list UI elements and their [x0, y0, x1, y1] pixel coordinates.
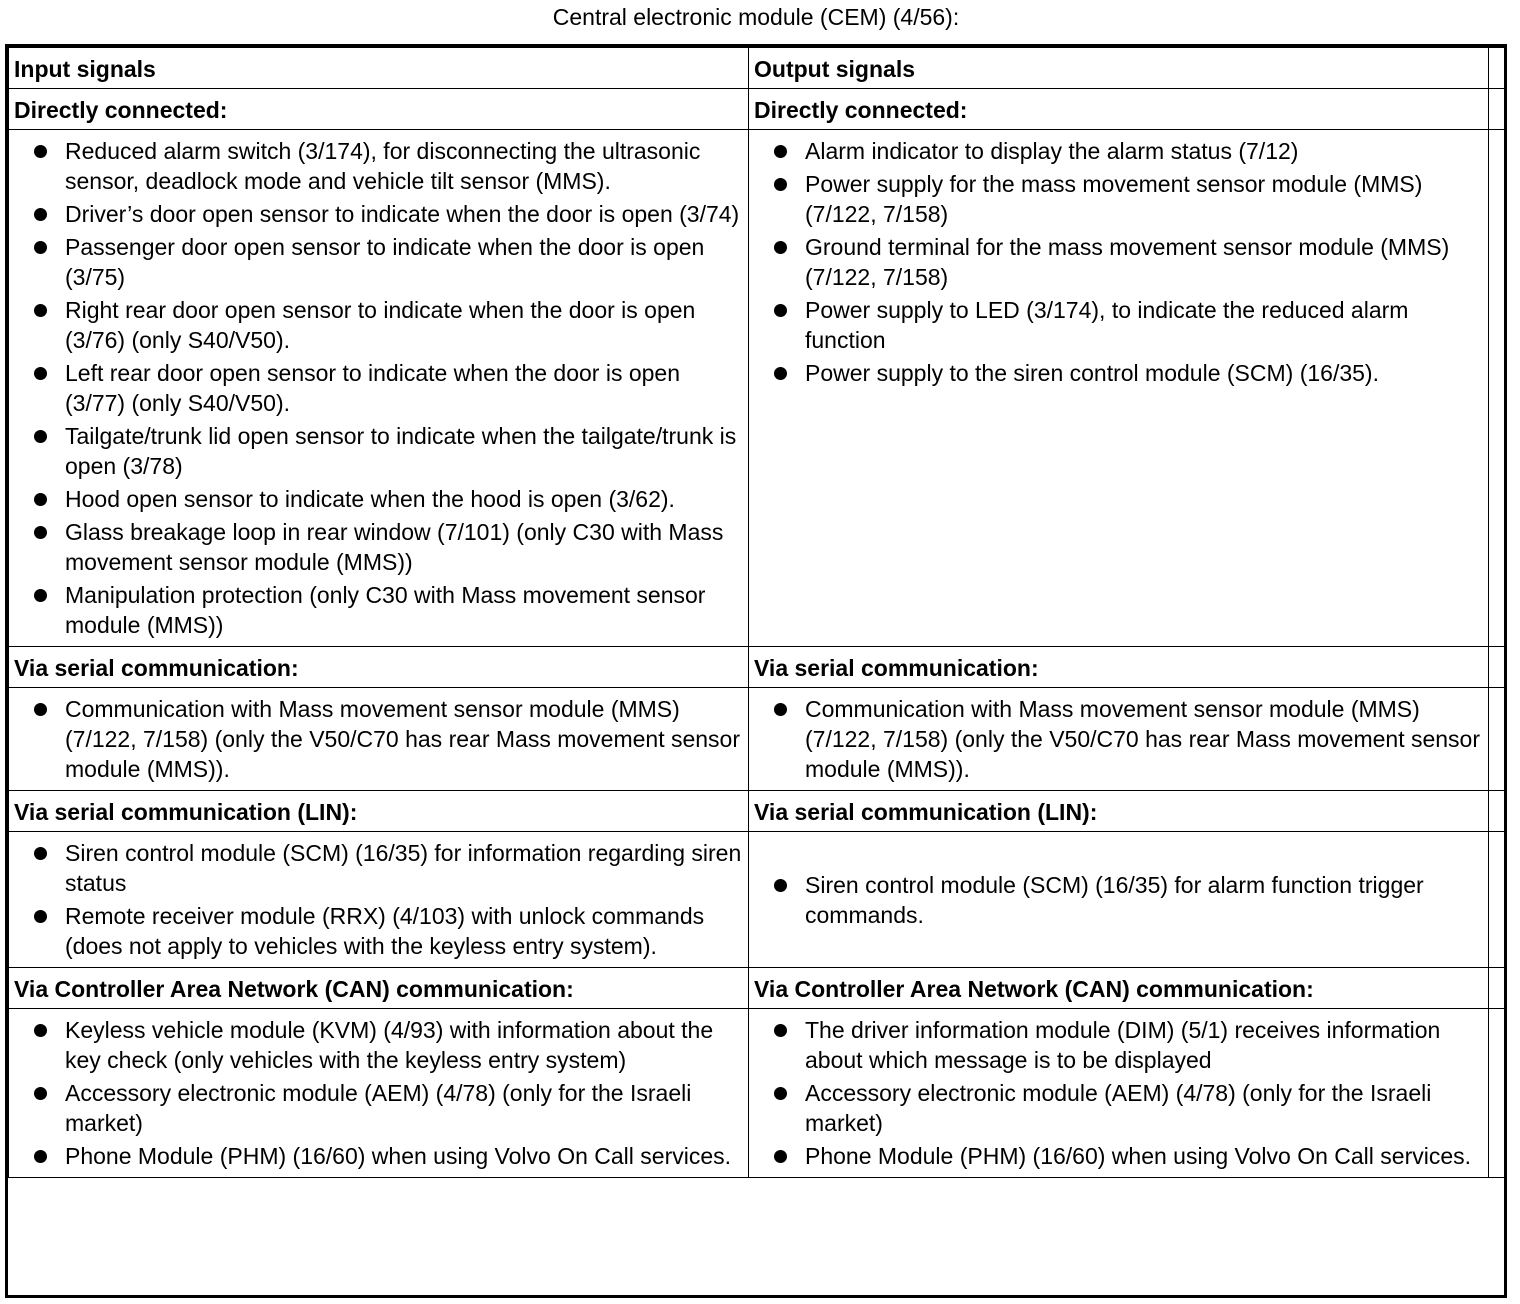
list-item-text: Tailgate/trunk lid open sensor to indicate when the tailgate/trunk is open (3/78): [65, 423, 737, 479]
output-section-title: Via serial communication:: [749, 647, 1489, 688]
bullet-icon: [774, 879, 787, 892]
input-signal-list: [14, 694, 742, 784]
right-margin-cell: [1489, 130, 1505, 647]
list-item-text: Glass breakage loop in rear window (7/101) (only C30 with Mass movement sensor module (MMS)): [65, 519, 724, 575]
input-section-title: Via Controller Area Network (CAN) communication:: [9, 968, 749, 1009]
list-item: [14, 358, 742, 418]
bullet-icon: [34, 526, 47, 539]
bullet-icon: [34, 910, 47, 923]
list-item-text: Left rear door open sensor to indicate when the door is open (3/77) (only S40/V50).: [65, 360, 681, 416]
signal-table: [8, 47, 1505, 1178]
input-list-cell: [9, 130, 749, 647]
input-signal-list: [14, 136, 742, 640]
list-item: [14, 580, 742, 640]
right-margin-cell: [1489, 48, 1505, 89]
output-section-title: Via serial communication (LIN):: [749, 791, 1489, 832]
list-item: [754, 1078, 1482, 1138]
list-item: [14, 1141, 742, 1171]
list-item-text: Driver’s door open sensor to indicate when the door is open (3/74): [65, 201, 740, 227]
section-title-row: [9, 647, 1505, 688]
list-item: [754, 136, 1482, 166]
bullet-icon: [34, 241, 47, 254]
section-body-row: [9, 688, 1505, 791]
list-item-text: Remote receiver module (RRX) (4/103) with unlock commands (does not apply to vehicles with the keyless entry system).: [65, 903, 705, 959]
bullet-icon: [774, 703, 787, 716]
list-item: [14, 517, 742, 577]
list-item: [14, 901, 742, 961]
bullet-icon: [34, 367, 47, 380]
output-list-cell: [749, 832, 1489, 968]
list-item: [14, 1078, 742, 1138]
output-section-title: Directly connected:: [749, 89, 1489, 130]
output-signal-list: [754, 1015, 1482, 1171]
output-section-title: Via Controller Area Network (CAN) communication:: [749, 968, 1489, 1009]
bullet-icon: [774, 178, 787, 191]
right-margin-cell: [1489, 791, 1505, 832]
list-item: [14, 295, 742, 355]
bullet-icon: [774, 1024, 787, 1037]
list-item-text: Power supply to LED (3/174), to indicate the reduced alarm function: [805, 297, 1409, 353]
input-section-title: Via serial communication:: [9, 647, 749, 688]
bullet-icon: [774, 145, 787, 158]
list-item: [754, 295, 1482, 355]
page-caption: Central electronic module (CEM) (4/56):: [552, 4, 960, 30]
list-item: [14, 199, 742, 229]
list-item-text: Siren control module (SCM) (16/35) for information regarding siren status: [65, 840, 742, 896]
list-item-text: Communication with Mass movement sensor module (MMS) (7/122, 7/158) (only the V50/C70 has rear Mass movement sensor module (MMS)).: [805, 696, 1481, 782]
list-item: [754, 169, 1482, 229]
list-item-text: Accessory electronic module (AEM) (4/78) (only for the Israeli market): [805, 1080, 1432, 1136]
bullet-icon: [34, 847, 47, 860]
output-list-cell: [749, 688, 1489, 791]
input-list-cell: [9, 688, 749, 791]
input-section-title: Directly connected:: [9, 89, 749, 130]
list-item: [14, 421, 742, 481]
right-margin-cell: [1489, 688, 1505, 791]
input-signal-list: [14, 838, 742, 961]
input-section-title: Via serial communication (LIN):: [9, 791, 749, 832]
list-item-text: Ground terminal for the mass movement sensor module (MMS) (7/122, 7/158): [805, 234, 1450, 290]
list-item: [14, 232, 742, 292]
input-list-cell: [9, 1009, 749, 1178]
list-item-text: Power supply for the mass movement sensor module (MMS) (7/122, 7/158): [805, 171, 1423, 227]
list-item: [754, 358, 1482, 388]
input-signal-list: [14, 1015, 742, 1171]
bullet-icon: [34, 1150, 47, 1163]
list-item: [754, 1015, 1482, 1075]
list-item-text: Hood open sensor to indicate when the hood is open (3/62).: [65, 486, 675, 512]
list-item: [754, 1141, 1482, 1171]
right-margin-cell: [1489, 968, 1505, 1009]
section-body-row: [9, 130, 1505, 647]
output-list-cell: [749, 130, 1489, 647]
table-header-row: [9, 48, 1505, 89]
list-item: [14, 1015, 742, 1075]
output-signal-list: [754, 870, 1482, 930]
list-item: [14, 694, 742, 784]
output-signal-list: [754, 136, 1482, 388]
bullet-icon: [774, 1087, 787, 1100]
section-body-row: [9, 1009, 1505, 1178]
list-item-text: Phone Module (PHM) (16/60) when using Volvo On Call services.: [805, 1143, 1472, 1169]
list-item: [754, 694, 1482, 784]
bullet-icon: [774, 1150, 787, 1163]
list-item-text: Alarm indicator to display the alarm status (7/12): [805, 138, 1299, 164]
output-signal-list: [754, 694, 1482, 784]
list-item: [14, 484, 742, 514]
list-item-text: Right rear door open sensor to indicate when the door is open (3/76) (only S40/V50).: [65, 297, 696, 353]
right-margin-cell: [1489, 647, 1505, 688]
list-item-text: Keyless vehicle module (KVM) (4/93) with information about the key check (only vehicles with the keyless entry system): [65, 1017, 714, 1073]
bullet-icon: [774, 241, 787, 254]
list-item-text: Manipulation protection (only C30 with Mass movement sensor module (MMS)): [65, 582, 706, 638]
right-margin-cell: [1489, 832, 1505, 968]
output-list-cell: [749, 1009, 1489, 1178]
section-title-row: [9, 89, 1505, 130]
bullet-icon: [34, 493, 47, 506]
list-item: [14, 838, 742, 898]
right-margin-cell: [1489, 1009, 1505, 1178]
bullet-icon: [34, 430, 47, 443]
list-item: [14, 136, 742, 196]
right-margin-cell: [1489, 89, 1505, 130]
bullet-icon: [34, 589, 47, 602]
list-item-text: Siren control module (SCM) (16/35) for alarm function trigger commands.: [805, 871, 1424, 928]
list-item: [754, 232, 1482, 292]
list-item-text: Accessory electronic module (AEM) (4/78) (only for the Israeli market): [65, 1080, 692, 1136]
bullet-icon: [774, 367, 787, 380]
bullet-icon: [774, 304, 787, 317]
bullet-icon: [34, 145, 47, 158]
bullet-icon: [34, 208, 47, 221]
bullet-icon: [34, 304, 47, 317]
signal-table-frame: [5, 44, 1507, 1298]
list-item-text: The driver information module (DIM) (5/1) receives information about which message is to be displayed: [805, 1017, 1441, 1073]
section-title-row: [9, 791, 1505, 832]
list-item-text: Passenger door open sensor to indicate when the door is open (3/75): [65, 234, 705, 290]
section-title-row: [9, 968, 1505, 1009]
input-list-cell: [9, 832, 749, 968]
bullet-icon: [34, 703, 47, 716]
list-item-text: Communication with Mass movement sensor module (MMS) (7/122, 7/158) (only the V50/C70 has rear Mass movement sensor module (MMS)).: [65, 696, 741, 782]
list-item-text: Power supply to the siren control module (SCM) (16/35).: [805, 360, 1379, 386]
list-item-text: Reduced alarm switch (3/174), for disconnecting the ultrasonic sensor, deadlock mode and vehicle tilt sensor (MMS).: [65, 138, 701, 194]
section-body-row: [9, 832, 1505, 968]
list-item: [754, 870, 1482, 930]
bullet-icon: [34, 1087, 47, 1100]
bullet-icon: [34, 1024, 47, 1037]
output-signals-header: Output signals: [749, 48, 1489, 89]
input-signals-header: Input signals: [9, 48, 749, 89]
list-item-text: Phone Module (PHM) (16/60) when using Volvo On Call services.: [65, 1143, 732, 1169]
